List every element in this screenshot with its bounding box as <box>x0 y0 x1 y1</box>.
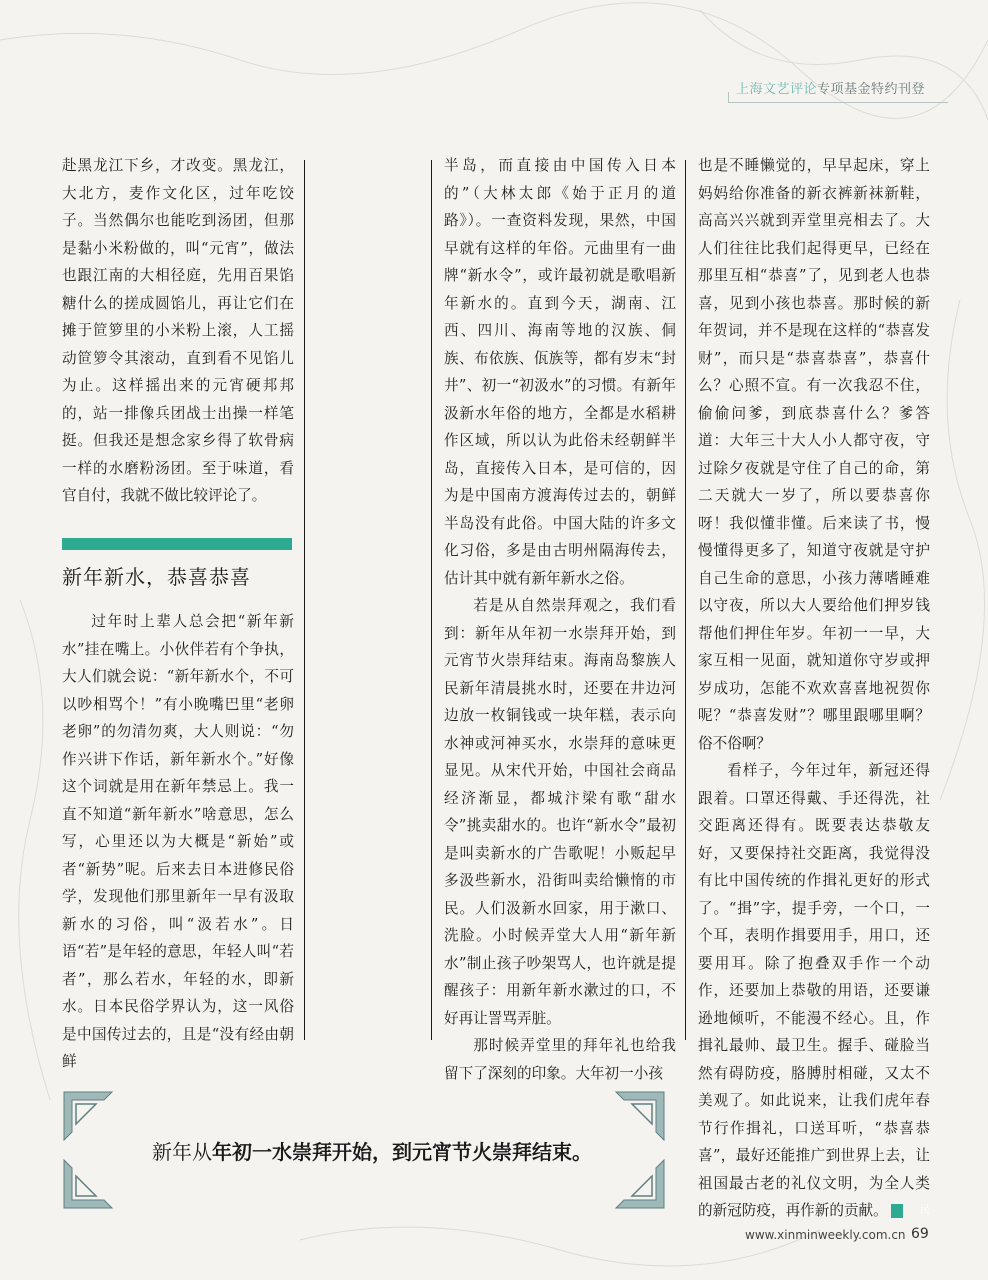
masthead-text <box>736 78 925 97</box>
paragraph <box>698 757 930 1225</box>
column-divider <box>304 160 305 1040</box>
masthead-rule-stub <box>728 92 729 102</box>
ornament-corner-icon <box>60 1156 116 1212</box>
pull-quote-emphasis: 年初一水崇拜开始，到元宵节火崇拜结束。 <box>212 1140 592 1164</box>
ornament-corner-icon <box>612 1088 668 1144</box>
pull-quote <box>60 1088 668 1212</box>
pull-quote-text <box>152 1138 592 1166</box>
article-column-3 <box>698 152 930 1225</box>
paragraph: 也是不睡懒觉的，早早起床，穿上妈妈给你准备的新衣裤新袜新鞋，高高兴兴就到弄堂里亮相去了。大人们往往比我们起得更早，已经在那里互相“恭喜”了，见到老人也恭喜，见到小孩也恭喜。那时候的新年贺词，并不是现在这样的“恭喜发财”，而只是“恭喜恭喜”，恭喜什么？心照不宣。有一次我忍不住，偷偷问爹，到底恭喜什么？爹答道：大年三十大人小人都守夜，守过除夕夜就是守住了自己的命，第二天就大一岁了，所以要恭喜你呀！我似懂非懂。后来读了书，慢慢懂得更多了，知道守夜就是守护自己生命的意思，小孩力薄嗜睡难以守夜，所以大人要给他们押岁钱帮他们押住年岁。年初一一早，大家互相一见面，就知道你守岁或押岁成功，怎能不欢欢喜喜地祝贺你呢？“恭喜发财”？哪里跟哪里啊？俗不俗啊？ <box>698 157 930 752</box>
paragraph: 赴黑龙江下乡，才改变。黑龙江，大北方，麦作文化区，过年吃饺子。当然偶尔也能吃到汤团，但那是黏小米粉做的，叫“元宵”，做法也跟江南的大相径庭，先用百果馅糖什么的搓成圆馅儿，再让它们在摊于笸箩里的小米粉上滚，人工摇动笸箩令其滚动，直到看不见馅儿为止。这样摇出来的元宵硬邦邦的，站一排像兵团战士出操一样笔挺。但我还是想念家乡得了软骨病一样的水磨粉汤团。至于味道，看官自付，我就不做比较评论了。 <box>62 157 294 504</box>
masthead-rule <box>728 102 948 103</box>
section-heading: 新年新水，恭喜恭喜 <box>62 565 251 589</box>
page-number: 69 <box>911 1226 929 1242</box>
column-divider <box>431 160 432 1040</box>
article-column-2 <box>444 152 676 1087</box>
paragraph: 过年时上辈人总会把“新年新水”挂在嘴上。小伙伴若有个争执，大人们就会说：“新年新水个，不可以吵相骂个！”有小晚嘴巴里“老卵老卵”的勿清勿爽，大人则说：“勿作兴讲下作话，新年新水个。”好像这个词就是用在新年禁忌上。我一直不知道“新年新水”啥意思，怎么写，心里还以为大概是“新始”或者“新势”呢。后来去日本进修民俗学，发现他们那里新年一早有汲取新水的习俗，叫“汲若水”。日语“若”是年轻的意思，年轻人叫“若者”，那么若水，年轻的水，即新水。日本民俗学界认为，这一风俗是中国传过去的，且是“没有经由朝鲜 <box>62 613 294 1070</box>
end-mark-icon: 民 <box>891 1204 903 1218</box>
ornament-corner-icon <box>60 1088 116 1144</box>
article-column-1-top <box>62 152 294 510</box>
ornament-corner-icon <box>612 1156 668 1212</box>
paragraph: 那时候弄堂里的拜年礼也给我留下了深刻的印象。大年初一小孩 <box>444 1037 676 1082</box>
masthead-brand: 上海文艺评论 <box>736 82 818 97</box>
pull-quote-prefix: 新年从 <box>152 1140 212 1164</box>
masthead <box>728 66 948 106</box>
footer-url: www.xinminweekly.com.cn <box>745 1228 906 1242</box>
paragraph: 半岛，而直接由中国传入日本的”（大林太郎《始于正月的道路》）。一查资料发现，果然，中国早就有这样的年俗。元曲里有一曲牌“新水令”，或许最初就是歌唱新年新水的。直到今天，湖南、江西、四川、海南等地的汉族、侗族、布依族、佤族等，都有岁末“封井”、初一“初汲水”的习惯。有新年汲新水年俗的地方，全都是水稻耕作区域，所以认为此俗未经朝鲜半岛，直接传入日本，是可信的，因为是中国南方渡海传过去的，朝鲜半岛没有此俗。中国大陆的许多文化习俗，多是由古明州隔海传去，估计其中就有新年新水之俗。 <box>444 157 676 587</box>
masthead-subtitle: 专项基金特约刊登 <box>817 82 926 97</box>
article-column-1-bottom <box>62 608 294 1076</box>
column-divider <box>685 160 686 1040</box>
closing-paragraph-text: 看样子，今年过年，新冠还得跟着。口罩还得戴、手还得洗，社交距离还得有。既要表达恭敬友好，又要保持社交距离，我觉得没有比中国传统的作揖礼更好的形式了。“揖”字，提手旁，一个口，一个耳，表明作揖要用手，用口，还要用耳。除了抱叠双手作一个动作，还要加上恭敬的用语，还要谦逊地倾听，不能漫不经心。且，作揖礼最帅、最卫生。握手、碰脸当然有碍防疫，胳膊肘相碰，又太不美观了。如此说来，让我们虎年春节行作揖礼，口送耳听，“恭喜恭喜”，最好还能推广到世界上去，让祖国最古老的礼仪文明，为全人类的新冠防疫，再作新的贡献。 <box>698 762 930 1219</box>
section-accent-bar <box>62 538 292 550</box>
paragraph: 若是从自然崇拜观之，我们看到：新年从年初一水崇拜开始，到元宵节火崇拜结束。海南岛黎族人民新年清晨挑水时，还要在井边河边放一枚铜钱或一块年糕，表示向水神或河神买水，水崇拜的意味更显见。从宋代开始，中国社会商品经济渐显，都城汴梁有歌“甜水令”挑卖甜水的。也许“新水令”最初是叫卖新水的广告歌呢！小贩起早多汲些新水，沿街叫卖给懒惰的市民。人们汲新水回家，用于漱口、洗脸。小时候弄堂大人用“新年新水”制止孩子吵架骂人，也许就是提醒孩子：用新年新水漱过的口，不好再让詈骂弄脏。 <box>444 597 676 1027</box>
